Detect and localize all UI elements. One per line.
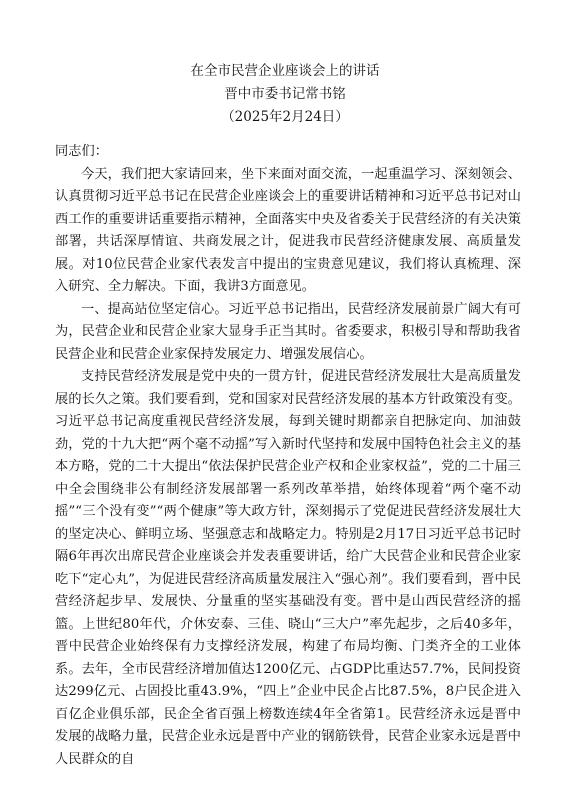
salutation: 同志们： xyxy=(55,144,108,159)
paragraph-2: 一、提高站位坚定信心。习近平总书记指出，民营经济发展前景广阔大有可为，民营企业和民营企业家大显身手正当其时。省委要求，积极引导和帮助我省民营企业和民营企业家保持发展定力、增强发展信心。 xyxy=(55,301,521,362)
paragraph-1: 今天，我们把大家请回来，坐下来面对面交流，一起重温学习、深刻领会、认真贯彻习近平总书记在民营企业座谈会上的重要讲话精神和习近平总书记对山西工作的重要讲话重要指示精神，全面落实中央及省委关于民营经济的有关决策部署，共话深厚情谊、共商发展之计，促进我市民营经济健康发展、高质量发展。对10位民营企业家代表发言中提出的宝贵意见建议，我们将认真梳理、深入研究、全力解决。下面，我讲3方面意见。 xyxy=(55,166,521,294)
document-date: （2025年2月24日） xyxy=(221,109,349,125)
document-header xyxy=(0,60,570,129)
document-author: 晋中市委书记常书铭 xyxy=(224,86,346,102)
document-title: 在全市民营企业座谈会上的讲话 xyxy=(190,63,380,79)
paragraph-3: 支持民营经济发展是党中央的一贯方针，促进民营经济发展壮大是高质量发展的长久之策。我们要看到，党和国家对民营经济发展的基本方针政策没有变。习近平总书记高度重视民营经济发展，每到关键时期都亲自把脉定向、加油鼓劲，党的十九大把“两个毫不动摇”写入新时代坚持和发展中国特色社会主义的基本方略，党的二十大提出“依法保护民营企业产权和企业家权益”，党的二十届三中全会围绕非公有制经济发展部署一系列改革举措，始终体现着“两个毫不动摇”“三个没有变”“两个健康”等大政方针，深刻揭示了党促进民营经济发展壮大的坚定决心、鲜明立场、坚强意志和战略定力。特别是2月17日习近平总书记时隔6年再次出席民营企业座谈会并发表重要讲话，给广大民营企业和民营企业家吃下“定心丸”，为促进民营经济高质量发展注入“强心剂”。我们要看到，晋中民营经济起步早、发展快、分量重的坚实基础没有变。晋中是山西民营经济的摇篮。上世纪80年代，介休安泰、三佳、晓山“三大户”率先起步，之后40多年，晋中民营企业始终保有力支撑经济发展，构建了布局均衡、门类齐全的工业体系。去年，全市民营经济增加值达1200亿元、占GDP比重达57.7%，民间投资达299亿元、占固投比重43.9%，“四上”企业中民企占比87.5%，8户民企进入百亿企业俱乐部，民企全省百强上榜数连续4年全省第1。民营经济永远是晋中发展的战略力量，民营企业永远是晋中产业的钢筋铁骨，民营企业家永远是晋中人民群众的自 xyxy=(55,369,521,767)
document-body xyxy=(55,141,521,771)
